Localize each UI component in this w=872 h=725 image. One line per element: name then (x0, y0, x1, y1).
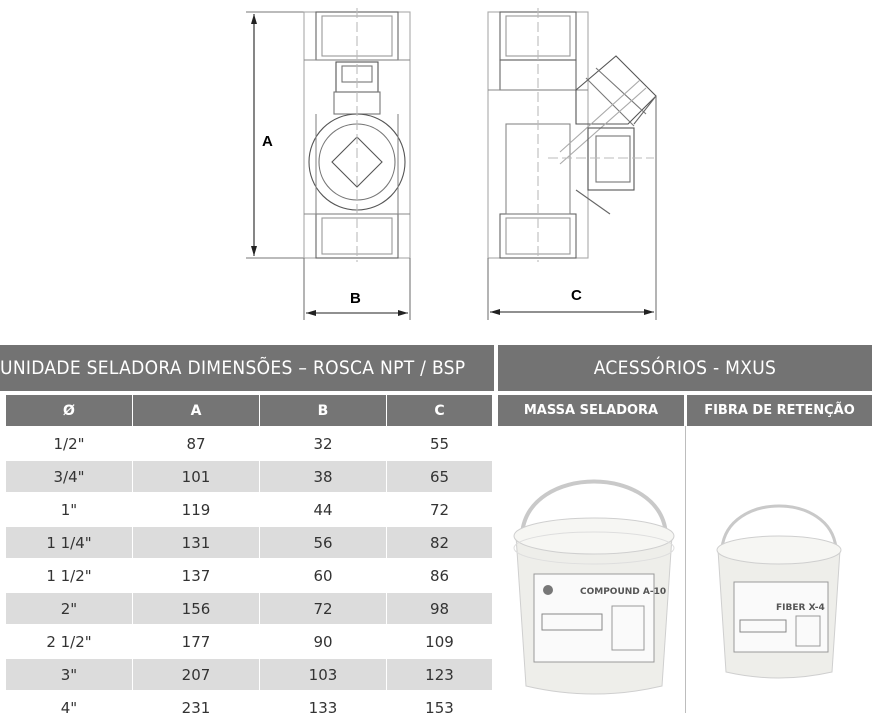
fiber-bucket-image (712, 500, 846, 684)
dimensions-table (6, 395, 492, 725)
cell-diameter: 2 1/2" (6, 626, 132, 657)
cell-b: 60 (260, 560, 386, 591)
column-header-c: C (387, 395, 492, 426)
table-row (6, 527, 492, 558)
technical-drawing (0, 0, 872, 330)
cell-c: 55 (387, 428, 492, 459)
compound-bucket-image (508, 474, 680, 700)
dimension-a-label: A (262, 133, 273, 150)
dimensions-section-header: UNIDADE SELADORA DIMENSÕES – ROSCA NPT / BSP (0, 345, 494, 391)
table-row (6, 659, 492, 690)
cell-b: 44 (260, 494, 386, 525)
table-row (6, 626, 492, 657)
table-row (6, 494, 492, 525)
cell-b: 103 (260, 659, 386, 690)
table-row (6, 461, 492, 492)
cell-diameter: 1" (6, 494, 132, 525)
table-row (6, 428, 492, 459)
cell-b: 38 (260, 461, 386, 492)
cell-diameter: 4" (6, 692, 132, 723)
table-row (6, 593, 492, 624)
cell-diameter: 1/2" (6, 428, 132, 459)
cell-diameter: 1 1/2" (6, 560, 132, 591)
cell-diameter: 3/4" (6, 461, 132, 492)
cell-b: 90 (260, 626, 386, 657)
dimension-c-label: C (571, 287, 582, 304)
cell-a: 119 (133, 494, 259, 525)
cell-a: 137 (133, 560, 259, 591)
fibra-retencao-header: FIBRA DE RETENÇÃO (687, 395, 872, 426)
column-header-a: A (133, 395, 259, 426)
compound-label: COMPOUND A-10 (580, 587, 667, 597)
cell-b: 56 (260, 527, 386, 558)
cell-c: 72 (387, 494, 492, 525)
cell-a: 156 (133, 593, 259, 624)
cell-c: 109 (387, 626, 492, 657)
cell-b: 133 (260, 692, 386, 723)
massa-seladora-header: MASSA SELADORA (498, 395, 684, 426)
side-view (488, 8, 656, 320)
cell-a: 231 (133, 692, 259, 723)
front-view (246, 8, 410, 320)
cell-c: 86 (387, 560, 492, 591)
cell-c: 82 (387, 527, 492, 558)
table-body (6, 428, 492, 723)
dimension-b-label: B (350, 290, 361, 307)
cell-c: 98 (387, 593, 492, 624)
cell-a: 131 (133, 527, 259, 558)
cell-diameter: 1 1/4" (6, 527, 132, 558)
column-header-diameter: Ø (6, 395, 132, 426)
cell-c: 123 (387, 659, 492, 690)
table-header-row (6, 395, 492, 426)
table-row (6, 692, 492, 723)
cell-a: 177 (133, 626, 259, 657)
cell-b: 32 (260, 428, 386, 459)
column-header-b: B (260, 395, 386, 426)
cell-b: 72 (260, 593, 386, 624)
accessories-section-header: ACESSÓRIOS - MXUS (498, 345, 872, 391)
fiber-label: FIBER X-4 (776, 603, 825, 613)
cell-diameter: 2" (6, 593, 132, 624)
cell-diameter: 3" (6, 659, 132, 690)
table-row (6, 560, 492, 591)
cell-a: 207 (133, 659, 259, 690)
cell-c: 153 (387, 692, 492, 723)
cell-a: 101 (133, 461, 259, 492)
cell-c: 65 (387, 461, 492, 492)
accessories-divider (685, 426, 686, 713)
cell-a: 87 (133, 428, 259, 459)
